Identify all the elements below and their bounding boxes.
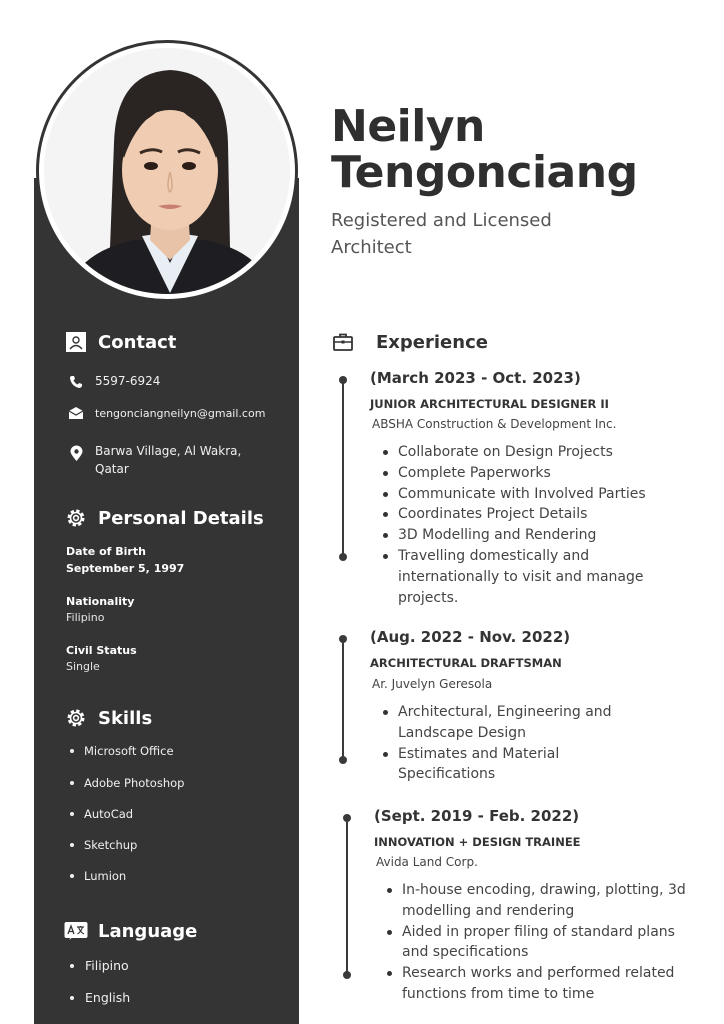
- job-role: JUNIOR ARCHITECTURAL DESIGNER II: [370, 397, 609, 411]
- language-item: English: [70, 990, 130, 1005]
- job-role: INNOVATION + DESIGN TRAINEE: [374, 835, 581, 849]
- job-duties: [379, 702, 644, 785]
- list-item: Travelling domestically and internationally to visit and manage projects.: [379, 546, 683, 608]
- job-date: (Sept. 2019 - Feb. 2022): [374, 807, 580, 825]
- title-line-1: Registered and Licensed: [331, 210, 552, 231]
- address-line-1: Barwa Village, Al Wakra,: [95, 444, 242, 458]
- list-item: Collaborate on Design Projects: [379, 442, 689, 463]
- job-duties: [379, 442, 689, 608]
- timeline-dot: [339, 635, 347, 643]
- skill-item: AutoCad: [70, 807, 133, 821]
- title-line-2: Architect: [331, 237, 412, 258]
- email-address: tengonciangneilyn@gmail.com: [95, 407, 266, 420]
- timeline-line: [342, 380, 344, 558]
- contact-card-icon: [64, 330, 88, 354]
- phone-number: 5597-6924: [95, 374, 161, 388]
- job-company: Ar. Juvelyn Geresola: [372, 677, 493, 691]
- location-pin-icon: [68, 445, 84, 461]
- list-item: Architectural, Engineering and Landscape Design: [379, 702, 644, 744]
- language-item: Filipino: [70, 958, 129, 973]
- timeline-dot: [343, 814, 351, 822]
- timeline-dot: [339, 756, 347, 764]
- avatar: [44, 48, 290, 294]
- nationality-value: Filipino: [66, 611, 105, 624]
- dob-value: September 5, 1997: [66, 562, 185, 575]
- list-item: Communicate with Involved Parties: [379, 484, 689, 505]
- timeline-dot: [343, 971, 351, 979]
- professional-title: [331, 207, 631, 261]
- timeline-line: [346, 818, 348, 976]
- gear-icon: [64, 506, 88, 530]
- personal-details-heading: Personal Details: [64, 506, 264, 530]
- skills-heading: Skills: [64, 706, 152, 730]
- candidate-name: [331, 101, 638, 198]
- nationality-label: Nationality: [66, 595, 135, 608]
- translate-icon: [64, 919, 88, 943]
- address-line-2: Qatar: [95, 462, 129, 476]
- timeline-dot: [339, 553, 347, 561]
- list-item: Coordinates Project Details: [379, 504, 689, 525]
- gear-icon: [64, 706, 88, 730]
- list-item: Aided in proper filing of standard plans and specifications: [383, 922, 692, 964]
- envelope-icon: [68, 405, 84, 421]
- name-line-1: Neilyn: [331, 101, 485, 152]
- profile-photo: [36, 40, 298, 302]
- job-role: ARCHITECTURAL DRAFTSMAN: [370, 656, 562, 670]
- briefcase-icon: [332, 331, 354, 353]
- list-item: In-house encoding, drawing, plotting, 3d modelling and rendering: [383, 880, 703, 922]
- name-line-2: Tengonciang: [331, 147, 638, 198]
- timeline-dot: [339, 376, 347, 384]
- job-company: Avida Land Corp.: [376, 855, 478, 869]
- skill-item: Adobe Photoshop: [70, 776, 184, 790]
- list-item: 3D Modelling and Rendering: [379, 525, 689, 546]
- civil-status-value: Single: [66, 660, 100, 673]
- timeline-line: [342, 639, 344, 761]
- skill-item: Microsoft Office: [70, 744, 174, 758]
- job-date: (March 2023 - Oct. 2023): [370, 369, 581, 387]
- job-duties: [383, 880, 703, 1005]
- list-item: Estimates and Material Specifications: [379, 744, 644, 786]
- skill-item: Sketchup: [70, 838, 137, 852]
- contact-heading: Contact: [64, 330, 176, 354]
- language-heading: Language: [64, 919, 197, 943]
- skill-item: Lumion: [70, 869, 126, 883]
- dob-label: Date of Birth: [66, 545, 146, 558]
- list-item: Research works and performed related functions from time to time: [383, 963, 702, 1005]
- list-item: Complete Paperworks: [379, 463, 689, 484]
- job-date: (Aug. 2022 - Nov. 2022): [370, 628, 571, 646]
- experience-heading: Experience: [332, 331, 488, 353]
- phone-icon: [68, 374, 84, 390]
- job-company: ABSHA Construction & Development Inc.: [372, 417, 617, 431]
- portrait-illustration: [44, 48, 290, 294]
- civil-status-label: Civil Status: [66, 644, 137, 657]
